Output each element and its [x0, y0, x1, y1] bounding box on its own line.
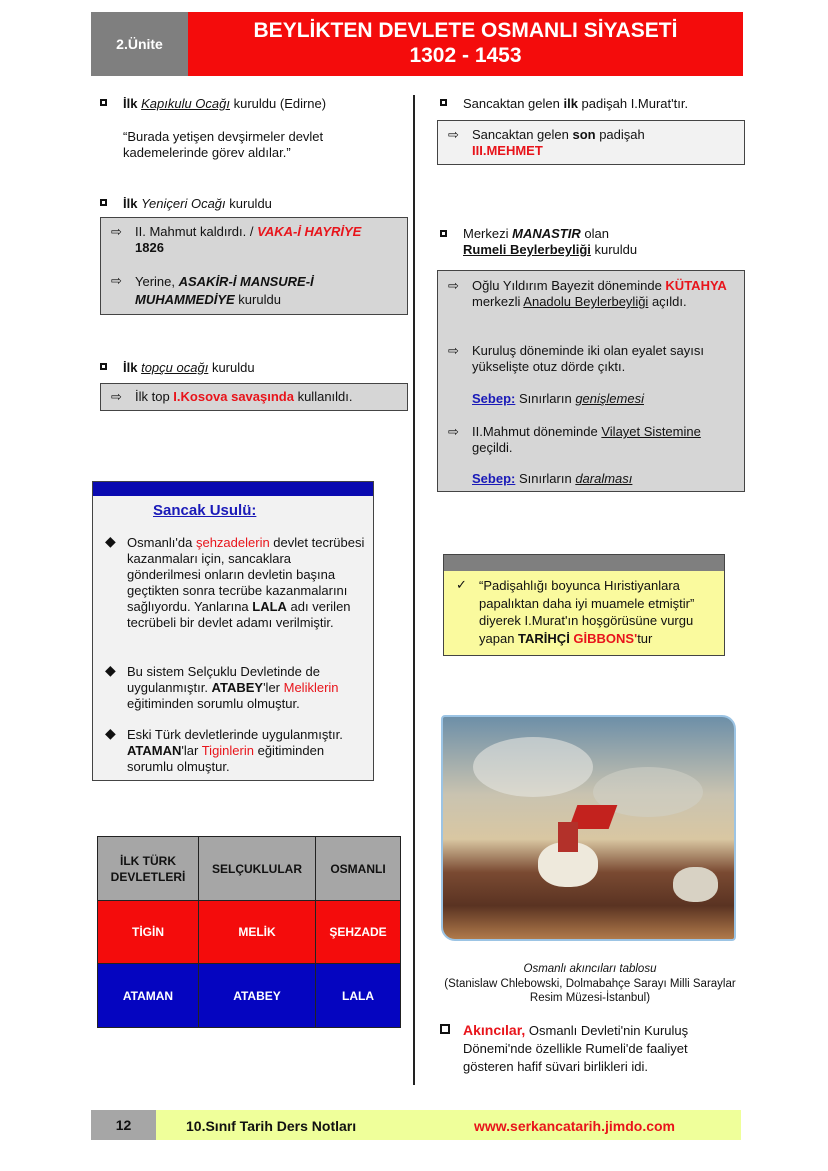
- table-header: İLK TÜRK DEVLETLERİ: [98, 837, 199, 901]
- arrow-right-icon: ⇨: [448, 343, 459, 358]
- arrow-right-icon: ⇨: [111, 389, 122, 404]
- titles-table: [97, 836, 401, 1028]
- table-cell: LALA: [316, 964, 401, 1028]
- kapikulu-quote: “Burada yetişen devşirmeler devlet kademelerinde görev aldılar.”: [123, 129, 324, 160]
- topcu-point: İlk top I.Kosova savaşında kullanıldı.: [135, 389, 353, 404]
- diamond-bullet-icon: ◆: [105, 725, 116, 741]
- gibbons-quote: “Padişahlığı boyunca Hıristiyanlara papalıktan daha iyi muamele etmiştir” diyerek I.Murat'ın hoşgörüsüne vurgu yapan TARİHÇİ GİBBONS'tur: [479, 578, 695, 646]
- yeniceri-point-1: II. Mahmut kaldırdı. / VAKA-İ HAYRİYE 1826: [135, 224, 362, 255]
- box-header-bar: [93, 482, 373, 496]
- topcu-heading: İlk topçu ocağı kuruldu: [123, 360, 255, 375]
- table-cell: TİGİN: [98, 901, 199, 964]
- painting-rider: [558, 822, 578, 852]
- sancaktan-heading: Sancaktan gelen ilk padişah I.Murat'tır.: [463, 96, 689, 111]
- arrow-right-icon: ⇨: [448, 278, 459, 293]
- website-link[interactable]: www.serkancatarih.jimdo.com: [474, 1118, 675, 1134]
- table-cell: ŞEHZADE: [316, 901, 401, 964]
- column-divider: [413, 95, 415, 1085]
- table-row: [98, 964, 401, 1028]
- sebep-1: Sebep: Sınırların genişlemesi: [472, 391, 644, 406]
- course-name: 10.Sınıf Tarih Ders Notları: [186, 1118, 357, 1134]
- checkbox-bullet-icon: [440, 230, 447, 237]
- rumeli-heading: Merkezi MANASTIR olan Rumeli Beylerbeyliği kuruldu: [463, 226, 638, 257]
- sancak-usulu-box: [92, 481, 374, 781]
- painting-cloud: [473, 737, 593, 797]
- page-title: BEYLİKTEN DEVLETE OSMANLI SİYASETİ: [253, 19, 678, 42]
- checkbox-bullet-icon: [440, 99, 447, 106]
- sancaktan-box: [437, 120, 745, 165]
- painting-caption: Osmanlı akıncıları tablosu (Stanislaw Chlebowski, Dolmabahçe Sarayı Milli Saraylar Resim Müzesi-İstanbul): [444, 963, 736, 1004]
- page-number: 12: [91, 1110, 156, 1140]
- checkbox-bullet-icon: [100, 99, 107, 106]
- table-cell: ATABEY: [199, 964, 316, 1028]
- checkmark-icon: ✓: [456, 577, 467, 592]
- diamond-bullet-icon: ◆: [105, 533, 116, 549]
- diamond-bullet-icon: ◆: [105, 662, 116, 678]
- yeniceri-point-2: Yerine, ASAKİR-İ MANSURE-İ MUHAMMEDİYE kuruldu: [135, 274, 314, 307]
- table-cell: ATAMAN: [98, 964, 199, 1028]
- yeniceri-heading: İlk Yeniçeri Ocağı kuruldu: [123, 196, 272, 211]
- akincilar-text: Akıncılar, Osmanlı Devleti'nin Kuruluş Dönemi'nde özellikle Rumeli'de faaliyet gösteren hafif süvari birlikleri idi.: [463, 1022, 689, 1074]
- rumeli-box: [437, 270, 745, 492]
- unit-label: 2.Ünite: [116, 36, 163, 52]
- title-banner: [188, 12, 743, 76]
- gibbons-box: [443, 554, 725, 656]
- arrow-right-icon: ⇨: [111, 273, 122, 288]
- table-cell: MELİK: [199, 901, 316, 964]
- sebep-2: Sebep: Sınırların daralması: [472, 471, 633, 486]
- rumeli-point-2: Kuruluş döneminde iki olan eyalet sayısı yükselişte otuz dörde çıktı.: [472, 343, 704, 374]
- square-bullet-icon: [440, 1024, 450, 1034]
- arrow-right-icon: ⇨: [448, 424, 459, 439]
- rumeli-point-3: II.Mahmut döneminde Vilayet Sistemine geçildi.: [472, 424, 701, 455]
- sancak-point-3: Eski Türk devletlerinde uygulanmıştır. ATAMAN'lar Tiginlerin eğitiminden sorumlu olmuştur.: [127, 727, 343, 774]
- sancak-title: Sancak Usulü:: [153, 502, 257, 519]
- title-years: 1302 - 1453: [409, 44, 522, 67]
- table-header: SELÇUKLULAR: [199, 837, 316, 901]
- sancak-point-2: Bu sistem Selçuklu Devletinde de uygulanmıştır. ATABEY'ler Meliklerin eğitiminden sorumlu olmuştur.: [127, 664, 339, 711]
- checkbox-bullet-icon: [100, 199, 107, 206]
- arrow-right-icon: ⇨: [448, 127, 459, 142]
- yeniceri-box: [100, 217, 408, 315]
- kapikulu-heading: İlk Kapıkulu Ocağı kuruldu (Edirne): [123, 96, 327, 111]
- arrow-right-icon: ⇨: [111, 224, 122, 239]
- topcu-box: [100, 383, 408, 411]
- akincilar-painting: [441, 715, 736, 941]
- unit-label-box: [91, 12, 188, 76]
- sancaktan-point: Sancaktan gelen son padişah III.MEHMET: [472, 127, 645, 158]
- table-header: OSMANLI: [316, 837, 401, 901]
- checkbox-bullet-icon: [100, 363, 107, 370]
- painting-horse: [673, 867, 718, 902]
- box-header-bar: [444, 555, 724, 571]
- table-row: [98, 901, 401, 964]
- table-header-row: [98, 837, 401, 901]
- sancak-point-1: Osmanlı'da şehzadelerin devlet tecrübesi kazanmaları için, sancaklara gönderilmesi onların devletin başına geçtikten sonra tecrübe kazanmalarını sağlıyordu. Yanlarına LALA adı verilen tecrübeli bir devlet adamı verilmiştir.: [127, 535, 365, 630]
- footer-bar: [156, 1110, 741, 1140]
- rumeli-point-1: Oğlu Yıldırım Bayezit döneminde KÜTAHYA merkezli Anadolu Beylerbeyliği açıldı.: [472, 278, 727, 309]
